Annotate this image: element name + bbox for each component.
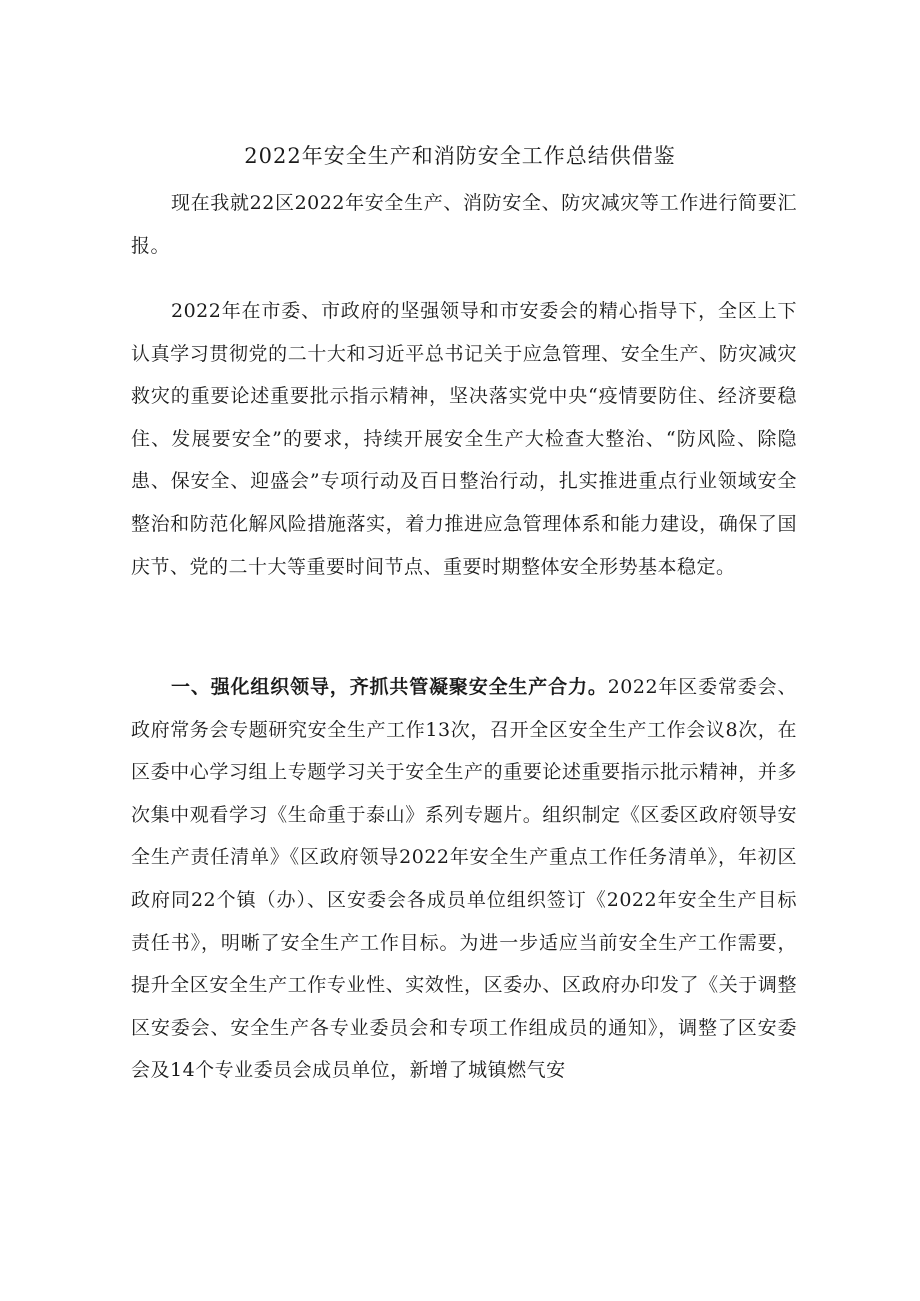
section-heading: 一、强化组织领导，齐抓共管凝聚安全生产合力。 <box>171 676 608 698</box>
paragraph-text: 现在我就22区2022年安全生产、消防安全、防灾减灾等工作进行简要汇报。 <box>131 192 797 257</box>
document-title: 2022年安全生产和消防安全工作总结供借鉴 <box>244 144 676 168</box>
paragraph-overview <box>131 290 797 588</box>
paragraph-section-one <box>131 666 797 1092</box>
paragraph-text: 2022年区委常委会、政府常务会专题研究安全生产工作13次，召开全区安全生产工作会议8次，在区委中心学习组上专题学习关于安全生产的重要论述重要指示批示精神，并多次集中观看学习《生命重于泰山》系列专题片。组织制定《区委区政府领导安全生产责任清单》《区政府领导2022年安全生产重点工作任务清单》，年初区政府同22个镇（办）、区安委会各成员单位组织签订《2022年安全生产目标责任书》，明晰了安全生产工作目标。为进一步适应当前安全生产工作需要，提升全区安全生产工作专业性、实效性，区委办、区政府办印发了《关于调整区安委会、安全生产各专业委员会和专项工作组成员的通知》，调整了区安委会及14个专业委员会成员单位，新增了城镇燃气安 <box>131 676 797 1082</box>
paragraph-intro <box>131 182 797 267</box>
paragraph-text: 2022年在市委、市政府的坚强领导和市安委会的精心指导下，全区上下认真学习贯彻党的二十大和习近平总书记关于应急管理、安全生产、防灾减灾救灾的重要论述重要批示指示精神，坚决落实党中央“疫情要防住、经济要稳住、发展要安全”的要求，持续开展安全生产大检查大整治、“防风险、除隐患、保安全、迎盛会”专项行动及百日整治行动，扎实推进重点行业领域安全整治和防范化解风险措施落实，着力推进应急管理体系和能力建设，确保了国庆节、党的二十大等重要时间节点、重要时期整体安全形势基本稳定。 <box>131 300 797 578</box>
